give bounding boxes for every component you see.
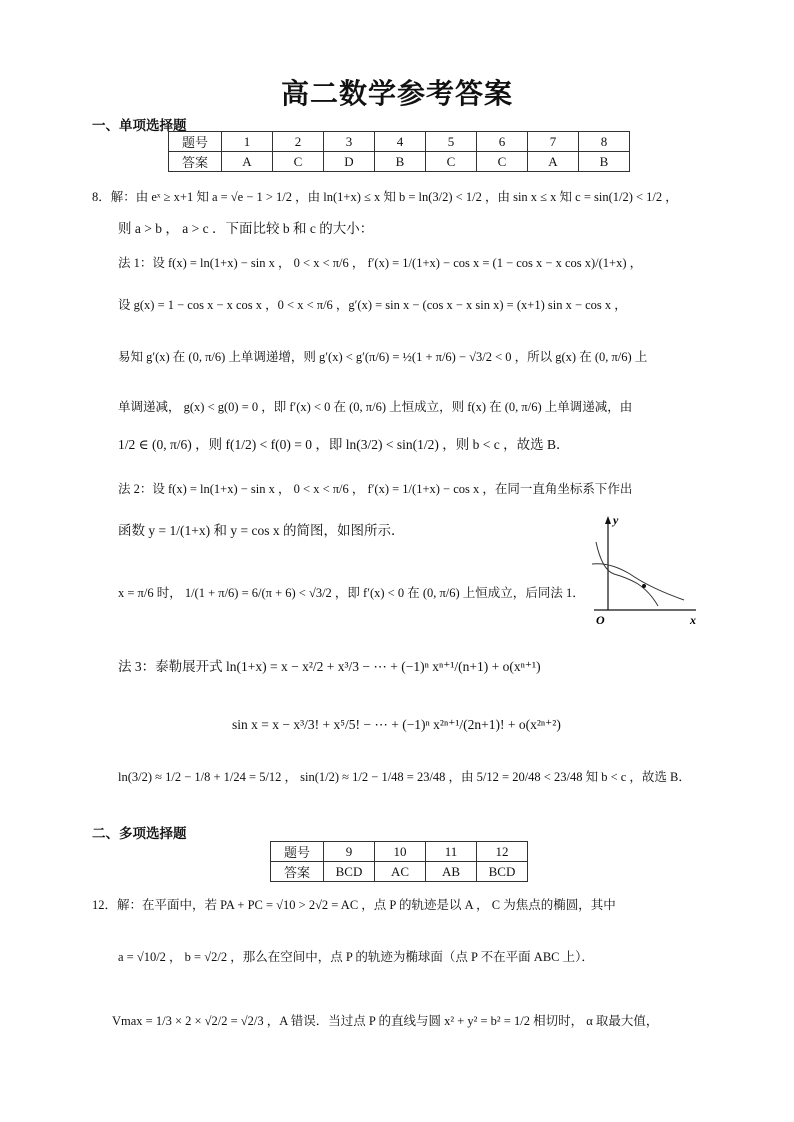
table-cell: C [426, 152, 477, 172]
graph-x-label: x [690, 613, 696, 626]
table-cell: 5 [426, 132, 477, 152]
table-cell: 答案 [169, 152, 222, 172]
table-row [271, 842, 528, 862]
table-cell: 6 [477, 132, 528, 152]
table-cell: AB [426, 862, 477, 882]
y-axis-arrow [605, 516, 611, 524]
table-cell: 9 [324, 842, 375, 862]
table-cell: B [375, 152, 426, 172]
q8-line-11: 法 3：泰勒展开式 ln(1+x) = x − x²/2 + x³/3 − ⋯ + (−1)ⁿ xⁿ⁺¹/(n+1) + o(xⁿ⁺¹) [118, 659, 541, 674]
table-cell: C [477, 152, 528, 172]
function-sketch-graph [588, 514, 704, 626]
q8-line-2: 则 a > b ， a > c ．下面比较 b 和 c 的大小： [118, 221, 374, 236]
table-cell: 10 [375, 842, 426, 862]
table-row [169, 132, 630, 152]
q8-line-12: sin x = x − x³/3! + x⁵/5! − ⋯ + (−1)ⁿ x²ⁿ⁺¹/(2n+1)! + o(x²ⁿ⁺²) [232, 717, 561, 732]
table-cell: A [222, 152, 273, 172]
q8-line-4: 设 g(x) = 1 − cos x − x cos x ，0 < x < π/6 ，g′(x) = sin x − (cos x − x sin x) = (x+1) sin x − cos x ， [118, 298, 627, 312]
q8-line-5: 易知 g′(x) 在 (0, π/6) 上单调递增，则 g′(x) < g′(π/6) = ½(1 + π/6) − √3/2 < 0 ，所以 g(x) 在 (0, π/6) 上 [118, 350, 648, 364]
q12-line-1: 12．解：在平面中，若 PA + PC = √10 > 2√2 = AC ，点 P 的轨迹是以 A ， C 为焦点的椭圆，其中 [92, 898, 616, 912]
table-cell: 答案 [271, 862, 324, 882]
table-cell: D [324, 152, 375, 172]
q8-line-10: x = π/6 时， 1/(1 + π/6) = 6/(π + 6) < √3/2 ，即 f′(x) < 0 在 (0, π/6) 上恒成立，后同法 1． [118, 586, 585, 600]
graph-origin-label: O [596, 613, 605, 626]
table-cell: 题号 [169, 132, 222, 152]
q12-line-2: a = √10/2 ， b = √2/2 ，那么在空间中，点 P 的轨迹为椭球面（点 P 不在平面 ABC 上）． [118, 950, 594, 964]
q8-line-1: 8．解：由 eˣ ≥ x+1 知 a = √e − 1 > 1/2 ，由 ln(1+x) ≤ x 知 b = ln(3/2) < 1/2 ，由 sin x ≤ x 知 c = sin(1/2) < 1/2 ， [92, 190, 678, 204]
curve-reciprocal [592, 564, 684, 600]
table-cell: BCD [324, 862, 375, 882]
table-cell: 3 [324, 132, 375, 152]
section-heading-single-choice: 一、单项选择题 [92, 118, 187, 134]
table-cell: A [528, 152, 579, 172]
table-cell: AC [375, 862, 426, 882]
table-row [169, 152, 630, 172]
q8-line-13: ln(3/2) ≈ 1/2 − 1/8 + 1/24 = 5/12 ， sin(1/2) ≈ 1/2 − 1/48 = 23/48 ，由 5/12 = 20/48 < 23/48 知 b < c ，故选 B． [118, 770, 691, 784]
table-cell: 4 [375, 132, 426, 152]
q8-line-3: 法 1：设 f(x) = ln(1+x) − sin x ， 0 < x < π/6 ， f′(x) = 1/(1+x) − cos x = (1 − cos x − x cos x)/(1+x) ， [118, 256, 643, 270]
table-cell: 8 [579, 132, 630, 152]
table-cell: B [579, 152, 630, 172]
answer-table-single-choice [168, 131, 630, 172]
q8-line-6: 单调递减， g(x) < g(0) = 0 ，即 f′(x) < 0 在 (0, π/6) 上恒成立，则 f(x) 在 (0, π/6) 上单调递减，由 [118, 400, 633, 414]
table-cell: 7 [528, 132, 579, 152]
table-cell: 2 [273, 132, 324, 152]
curve-cosine [596, 542, 658, 606]
page-title: 高二数学参考答案 [280, 77, 513, 110]
q8-line-9: 函数 y = 1/(1+x) 和 y = cos x 的简图，如图所示． [118, 523, 405, 538]
intersection-point [642, 584, 646, 588]
graph-y-label: y [613, 514, 619, 527]
table-cell: 题号 [271, 842, 324, 862]
table-cell: 12 [477, 842, 528, 862]
q12-line-3: Vmax = 1/3 × 2 × √2/2 = √2/3 ，A 错误．当过点 P 的直线与圆 x² + y² = b² = 1/2 相切时， α 取最大值， [112, 1014, 659, 1028]
table-cell: 11 [426, 842, 477, 862]
table-cell: BCD [477, 862, 528, 882]
table-cell: C [273, 152, 324, 172]
section-heading-multiple-choice: 二、多项选择题 [92, 826, 187, 842]
answer-table-multiple-choice [270, 841, 528, 882]
q8-line-7: 1/2 ∈ (0, π/6) ，则 f(1/2) < f(0) = 0 ，即 ln(3/2) < sin(1/2) ，则 b < c ，故选 B． [118, 437, 570, 452]
table-cell: 1 [222, 132, 273, 152]
table-row [271, 862, 528, 882]
q8-line-8: 法 2：设 f(x) = ln(1+x) − sin x ， 0 < x < π/6 ， f′(x) = 1/(1+x) − cos x ，在同一直角坐标系下作出 [118, 482, 633, 496]
